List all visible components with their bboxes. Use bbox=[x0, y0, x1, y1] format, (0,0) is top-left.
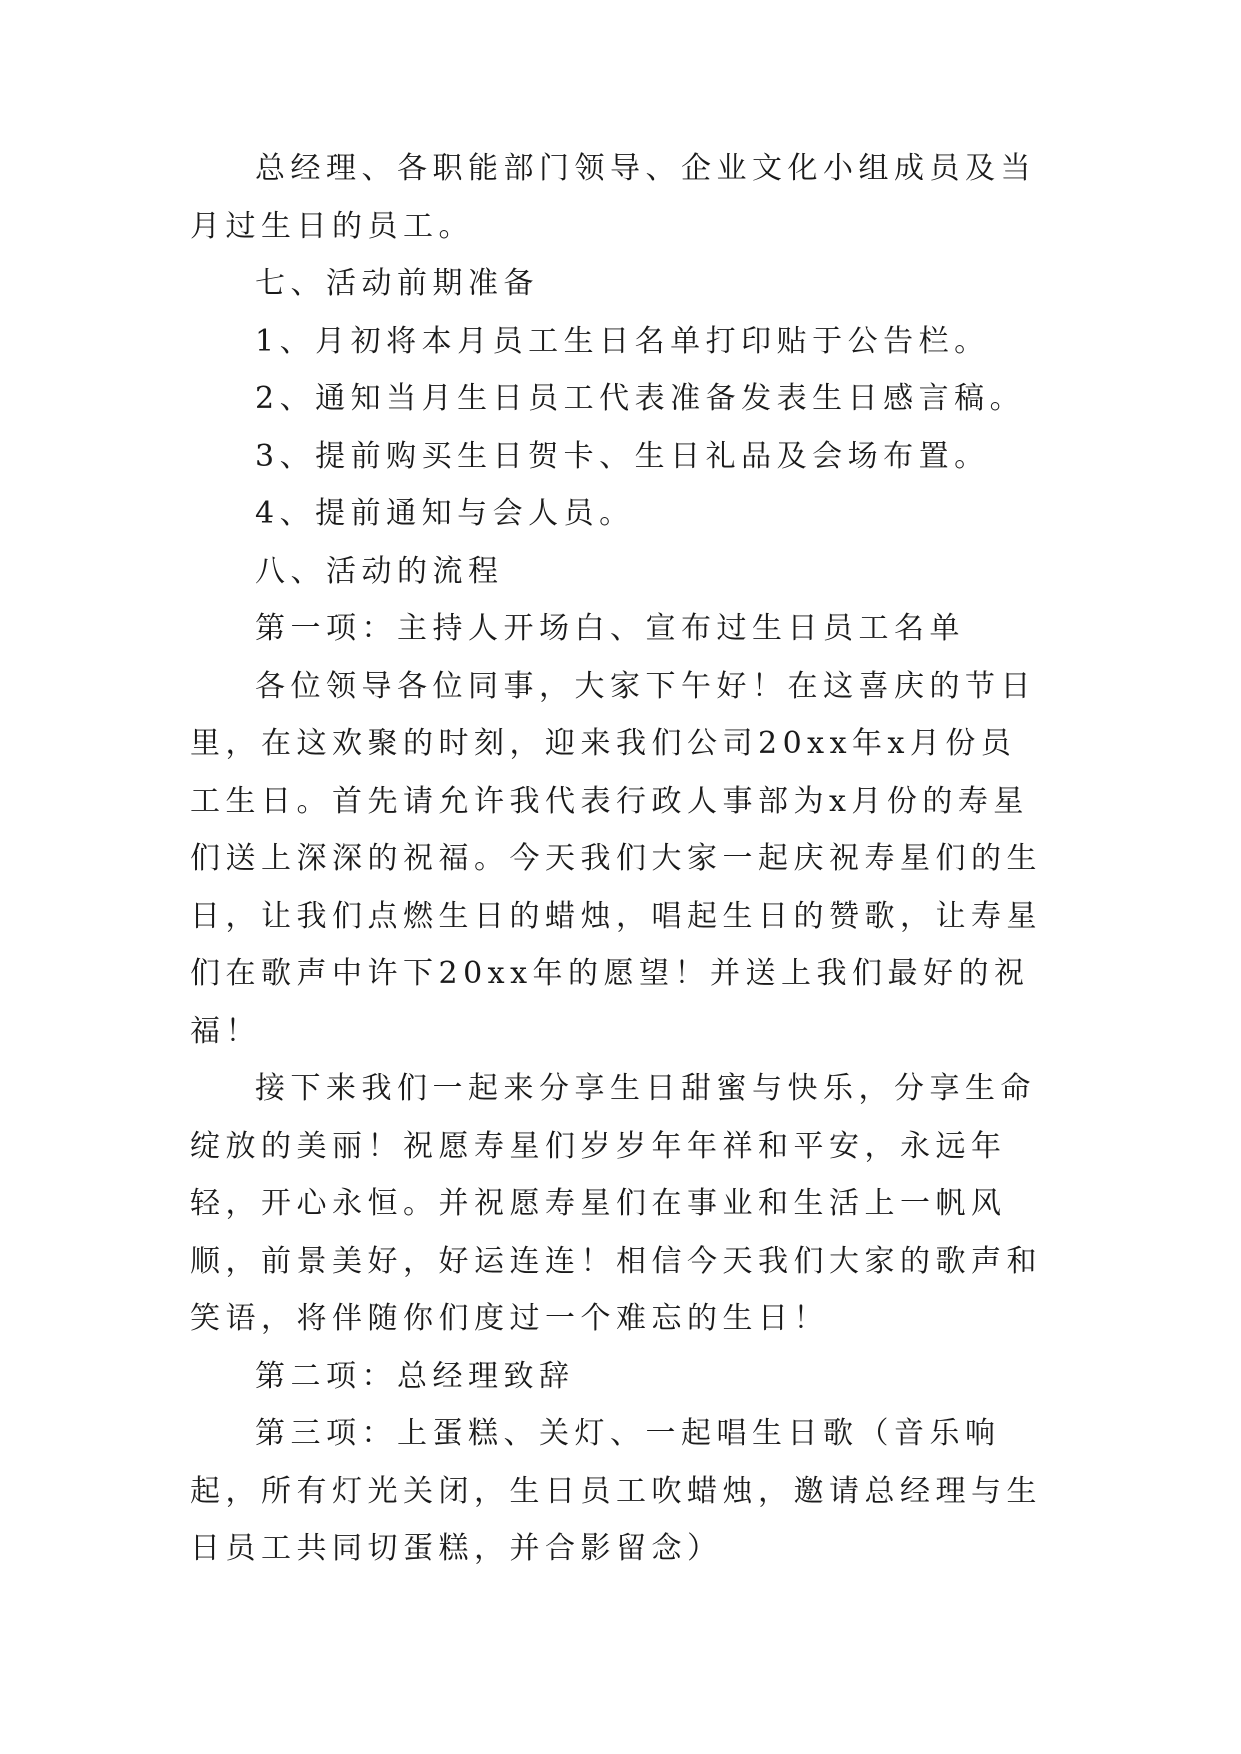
heading-process: 八、活动的流程 bbox=[255, 553, 504, 589]
step-one-title: 第一项：主持人开场白、宣布过生日员工名单 bbox=[255, 611, 965, 646]
step-two-title: 第二项：总经理致辞 bbox=[255, 1358, 575, 1394]
list-item-prep-1: 1、月初将本月员工生日名单打印贴于公告栏。 bbox=[255, 323, 990, 359]
heading-preparation: 七、活动前期准备 bbox=[255, 266, 539, 301]
paragraph-opening-speech: 各位领导各位同事，大家下午好！在这喜庆的节日里，在这欢聚的时刻，迎来我们公司20xx年x月份员工生日。首先请允许我代表行政人事部为x月份的寿星们送上深深的祝福。今天我们大家一起庆祝寿星们的生日，让我们点燃生日的蜡烛，唱起生日的赞歌，让寿星们在歌声中许下20xx年的愿望！并送上我们最好的祝福！ bbox=[190, 668, 1042, 1049]
document-page bbox=[190, 140, 1050, 1578]
list-item-prep-4: 4、提前通知与会人员。 bbox=[255, 496, 635, 531]
paragraph-wishes: 接下来我们一起来分享生日甜蜜与快乐，分享生命绽放的美丽！祝愿寿星们岁岁年年祥和平安，永远年轻，开心永恒。并祝愿寿星们在事业和生活上一帆风顺，前景美好，好运连连！相信今天我们大家的歌声和笑语，将伴随你们度过一个难忘的生日！ bbox=[190, 1071, 1042, 1336]
list-item-prep-3: 3、提前购买生日贺卡、生日礼品及会场布置。 bbox=[255, 438, 990, 474]
list-item-prep-2: 2、通知当月生日员工代表准备发表生日感言稿。 bbox=[255, 381, 1026, 416]
paragraph-attendees: 总经理、各职能部门领导、企业文化小组成员及当月过生日的员工。 bbox=[190, 151, 1036, 244]
step-three-title: 第三项：上蛋糕、关灯、一起唱生日歌（音乐响起，所有灯光关闭，生日员工吹蜡烛，邀请总经理与生日员工共同切蛋糕，并合影留念） bbox=[190, 1416, 1042, 1566]
